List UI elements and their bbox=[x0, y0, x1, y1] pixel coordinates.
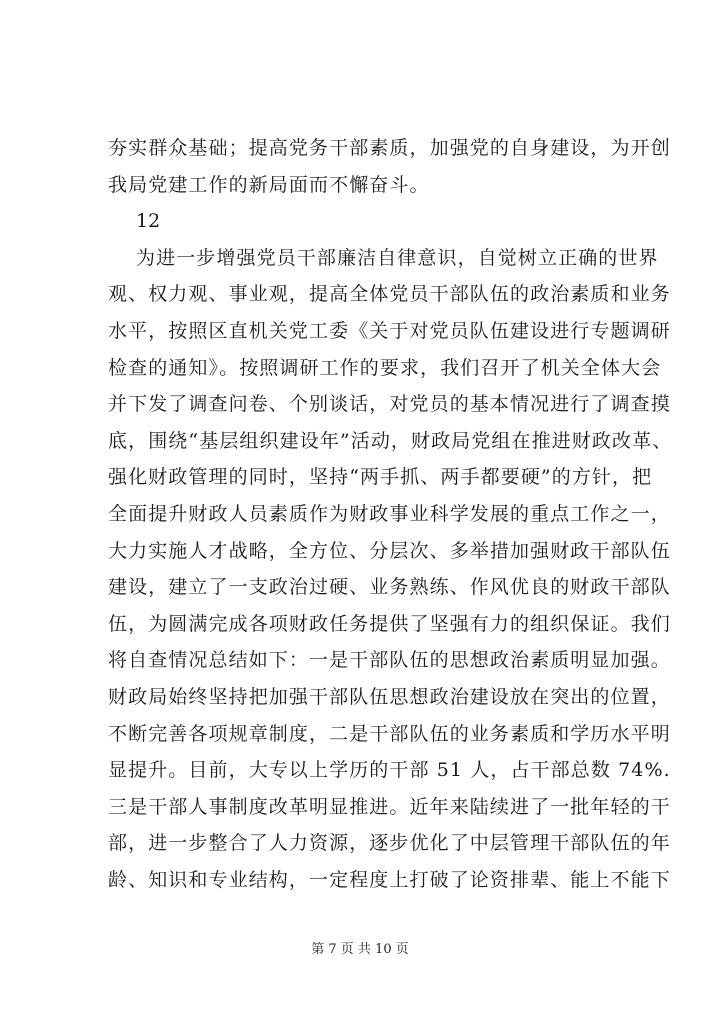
page-footer bbox=[0, 938, 720, 957]
body-text bbox=[108, 130, 673, 898]
section-number: 12 bbox=[136, 210, 161, 233]
text-line: 检查的通知》。按照调研工作的要求，我们召开了机关全体大会 bbox=[108, 356, 662, 379]
text-line: 并下发了调查问卷、个别谈话，对党员的基本情况进行了调查摸 bbox=[108, 393, 671, 416]
text-line: 龄、知识和专业结构，一定程度上打破了论资排辈、能上不能下 bbox=[108, 868, 671, 891]
text-line: 显提升。目前，大专以上学历的干部 51 人，占干部总数 74%. bbox=[108, 759, 671, 782]
text-line: 强化财政管理的同时，坚持“两手抓、两手都要硬”的方针，把 bbox=[108, 466, 653, 489]
text-line: 我局党建工作的新局面而不懈奋斗。 bbox=[108, 173, 430, 196]
text-line: 夯实群众基础；提高党务干部素质，加强党的自身建设，为开创 bbox=[108, 137, 671, 159]
text-line: 水平，按照区直机关党工委《关于对党员队伍建设进行专题调研 bbox=[108, 319, 671, 342]
text-line: 三是干部人事制度改革明显推进。近年来陆续进了一批年轻的干 bbox=[108, 795, 671, 818]
text-line: 部，进一步整合了人力资源，逐步优化了中层管理干部队伍的年 bbox=[108, 832, 671, 855]
text-line: 全面提升财政人员素质作为财政事业科学发展的重点工作之一， bbox=[108, 502, 671, 525]
text-line: 财政局始终坚持把加强干部队伍思想政治建设放在突出的位置， bbox=[108, 685, 671, 708]
text-line: 伍，为圆满完成各项财政任务提供了坚强有力的组织保证。我们 bbox=[108, 612, 671, 635]
text-line: 大力实施人才战略，全方位、分层次、多举措加强财政干部队伍 bbox=[108, 539, 671, 562]
text-line: 为进一步增强党员干部廉洁自律意识，自觉树立正确的世界 bbox=[136, 246, 659, 269]
page-number-label: 第 7 页 共 10 页 bbox=[311, 942, 409, 957]
text-line: 观、权力观、事业观，提高全体党员干部队伍的政治素质和业务 bbox=[108, 283, 671, 306]
text-line: 将自查情况总结如下：一是干部队伍的思想政治素质明显加强。 bbox=[108, 649, 671, 672]
text-line: 不断完善各项规章制度，二是干部队伍的业务素质和学历水平明 bbox=[108, 722, 671, 745]
text-line: 建设，建立了一支政治过硬、业务熟练、作风优良的财政干部队 bbox=[108, 576, 671, 599]
text-line: 底，围绕“基层组织建设年”活动，财政局党组在推进财政改革、 bbox=[108, 429, 673, 452]
